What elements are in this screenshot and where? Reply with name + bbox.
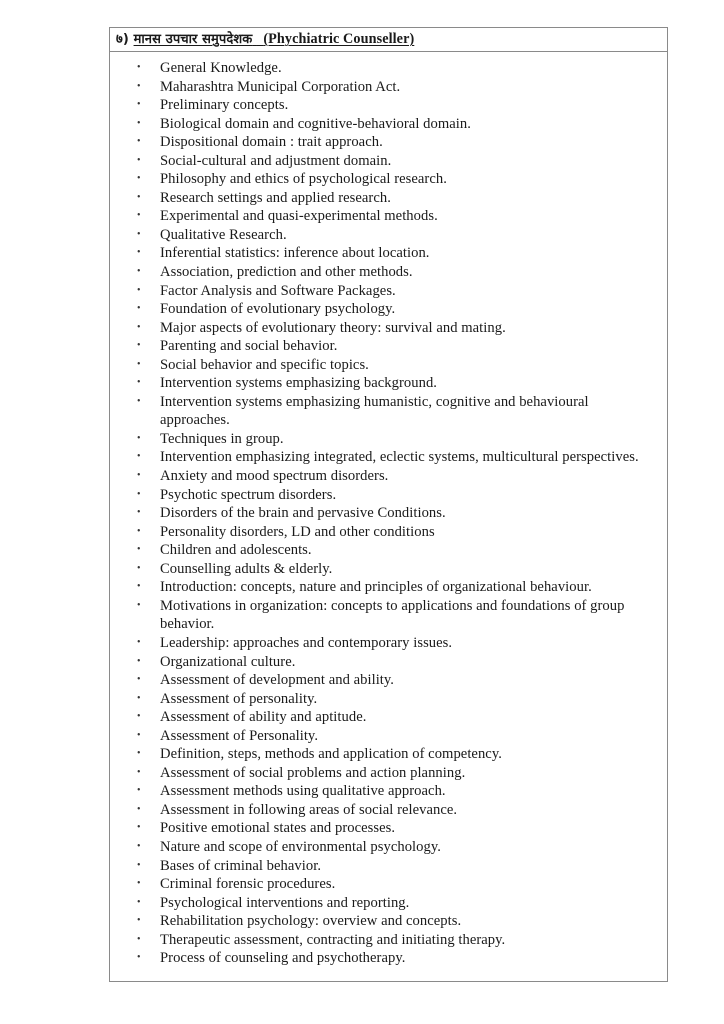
list-item [132,949,657,968]
topic-text: Assessment of development and ability. [160,672,395,689]
topic-text: Intervention emphasizing integrated, eclectic systems, multicultural perspectives. [160,449,639,466]
list-item [132,59,657,78]
bullet-icon: • [137,878,141,890]
topic-text: Introduction: concepts, nature and principles of organizational behaviour. [160,579,592,596]
bullet-icon: • [137,99,141,111]
list-item [132,838,657,857]
list-item [132,300,657,319]
bullet-icon: • [137,451,141,463]
syllabus-table-header-row [110,28,667,52]
list-item [132,430,657,449]
list-item [132,374,657,393]
topic-text: Anxiety and mood spectrum disorders. [160,468,389,485]
bullet-icon: • [137,284,141,296]
bullet-icon: • [137,766,141,778]
topic-text: Factor Analysis and Software Packages. [160,282,396,299]
topic-text: Assessment methods using qualitative approach. [160,783,446,800]
list-item [132,356,657,375]
topic-text: Biological domain and cognitive-behavioral domain. [160,115,471,132]
topic-text: Psychotic spectrum disorders. [160,486,337,503]
list-item [132,96,657,115]
topic-text: Dispositional domain : trait approach. [160,134,383,151]
bullet-icon: • [137,859,141,871]
topic-text: Criminal forensic procedures. [160,876,336,893]
bullet-icon: • [137,525,141,537]
topic-text: Leadership: approaches and contemporary issues. [160,634,453,651]
list-item [132,819,657,838]
list-item [132,207,657,226]
bullet-icon: • [137,952,141,964]
bullet-icon: • [137,136,141,148]
topic-text: Psychological interventions and reporting. [160,894,410,911]
bullet-icon: • [137,321,141,333]
topic-text: Personality disorders, LD and other conditions [160,523,435,540]
list-item [132,690,657,709]
list-item [132,282,657,301]
list-item [132,894,657,913]
bullet-icon: • [137,933,141,945]
bullet-icon: • [137,266,141,278]
list-item [132,263,657,282]
bullet-icon: • [137,191,141,203]
bullet-icon: • [137,674,141,686]
bullet-icon: • [137,80,141,92]
topic-text: Preliminary concepts. [160,97,289,114]
topic-text: Research settings and applied research. [160,189,391,206]
list-item [132,393,657,430]
bullet-icon: • [137,840,141,852]
topic-text: Motivations in organization: concepts to applications and foundations of group behavior. [160,597,625,633]
list-item [132,523,657,542]
topic-text: Intervention systems emphasizing background. [160,375,437,392]
bullet-icon: • [137,711,141,723]
topic-text: Definition, steps, methods and application of competency. [160,746,502,763]
topic-text: Qualitative Research. [160,226,287,243]
topic-text: Assessment of Personality. [160,727,319,744]
list-item [132,578,657,597]
list-item [132,115,657,134]
bullet-icon: • [137,803,141,815]
topic-text: Parenting and social behavior. [160,338,338,355]
bullet-icon: • [137,395,141,407]
bullet-icon: • [137,173,141,185]
topic-text: Social behavior and specific topics. [160,356,369,373]
list-item [132,875,657,894]
list-item [132,912,657,931]
topic-text: Assessment of ability and aptitude. [160,709,367,726]
bullet-icon: • [137,340,141,352]
topic-text: Positive emotional states and processes. [160,820,396,837]
bullet-icon: • [137,692,141,704]
bullet-icon: • [137,729,141,741]
bullet-icon: • [137,488,141,500]
list-item [132,782,657,801]
bullet-icon: • [137,507,141,519]
list-item [132,189,657,208]
topic-text: Experimental and quasi-experimental methods. [160,208,438,225]
bullet-icon: • [137,822,141,834]
bullet-icon: • [137,303,141,315]
section-title-english: (Phychiatric Counseller) [263,31,415,47]
topic-text: Bases of criminal behavior. [160,857,322,874]
bullet-icon: • [137,544,141,556]
topic-text: Nature and scope of environmental psychology. [160,838,441,855]
bullet-icon: • [137,470,141,482]
syllabus-table [109,27,668,982]
bullet-icon: • [137,748,141,760]
list-item [132,745,657,764]
list-item [132,78,657,97]
list-item [132,653,657,672]
bullet-icon: • [137,562,141,574]
bullet-icon: • [137,655,141,667]
list-item [132,467,657,486]
topic-text: Counselling adults & elderly. [160,560,333,577]
bullet-icon: • [137,358,141,370]
bullet-icon: • [137,785,141,797]
list-item [132,152,657,171]
list-item [132,634,657,653]
list-item [132,504,657,523]
bullet-icon: • [137,228,141,240]
list-item [132,226,657,245]
topic-text: Therapeutic assessment, contracting and initiating therapy. [160,931,506,948]
bullet-icon: • [137,154,141,166]
list-item [132,931,657,950]
topic-text: General Knowledge. [160,60,282,76]
list-item [132,541,657,560]
topic-text: Assessment of personality. [160,690,318,707]
list-item [132,708,657,727]
topic-text: Rehabilitation psychology: overview and concepts. [160,913,462,930]
topic-text: Intervention systems emphasizing humanistic, cognitive and behavioural approaches. [160,393,589,429]
bullet-icon: • [137,117,141,129]
topic-text: Techniques in group. [160,430,284,447]
list-item [132,319,657,338]
bullet-icon: • [137,896,141,908]
topic-text: Philosophy and ethics of psychological research. [160,171,447,188]
topic-text: Social-cultural and adjustment domain. [160,152,392,169]
topic-list [132,59,657,968]
list-item [132,727,657,746]
bullet-icon: • [137,247,141,259]
list-item [132,448,657,467]
list-item [132,671,657,690]
list-item [132,244,657,263]
list-item [132,597,657,634]
bullet-icon: • [137,210,141,222]
list-item [132,857,657,876]
list-item [132,801,657,820]
list-item [132,560,657,579]
list-item [132,337,657,356]
topic-text: Foundation of evolutionary psychology. [160,301,396,318]
bullet-icon: • [137,636,141,648]
list-item [132,170,657,189]
list-item [132,486,657,505]
topic-text: Association, prediction and other methods. [160,264,413,281]
topic-text: Inferential statistics: inference about location. [160,245,430,262]
list-item [132,764,657,783]
topic-text: Disorders of the brain and pervasive Conditions. [160,505,446,522]
syllabus-table-body-cell [110,52,667,981]
section-heading [116,30,414,49]
topic-text: Assessment of social problems and action planning. [160,764,466,781]
bullet-icon: • [137,581,141,593]
list-item [132,133,657,152]
bullet-icon: • [137,62,141,73]
topic-text: Major aspects of evolutionary theory: survival and mating. [160,319,506,336]
section-number: ७) [116,32,129,47]
topic-text: Children and adolescents. [160,542,312,559]
topic-text: Maharashtra Municipal Corporation Act. [160,78,401,95]
topic-text: Process of counseling and psychotherapy. [160,950,406,967]
section-title-marathi: मानस उपचार समुपदेशक [133,32,253,47]
bullet-icon: • [137,915,141,927]
bullet-icon: • [137,599,141,611]
bullet-icon: • [137,377,141,389]
topic-text: Organizational culture. [160,653,296,670]
topic-text: Assessment in following areas of social relevance. [160,801,458,818]
bullet-icon: • [137,432,141,444]
